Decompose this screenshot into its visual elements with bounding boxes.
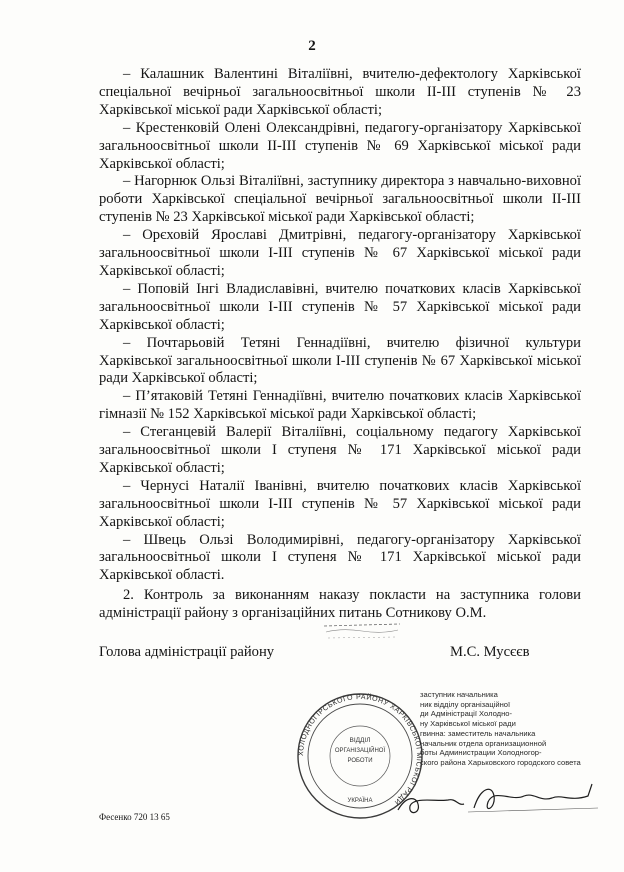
stamp-line: боты Администрации Холодногор-: [420, 748, 542, 758]
seal-ring-text: ХОЛОДНОГІРСЬКОГО РАЙОНУ ХАРКІВСЬКОЇ МІСЬКОЇ РАДИ: [297, 693, 423, 806]
stamp-line: начальник отдела организационной: [420, 738, 547, 748]
seal-center-line: РОБОТИ: [347, 758, 373, 764]
stamp-line: ского района Харьковского городского совета: [420, 757, 581, 767]
stamp-line: заступник начальника: [420, 690, 498, 699]
control-paragraph: 2. Контроль за виконанням наказу покласти на заступника голови адміністрації району з організаційних питань Сотникову О.М.: [99, 587, 581, 622]
signatory-name: М.С. Мусєєв: [450, 644, 530, 660]
round-seal-icon: [298, 692, 423, 818]
signature-mark: [322, 618, 402, 644]
stamp-line: ди Адміністрації Холодно-: [420, 709, 513, 719]
executor-line: Фесенко 720 13 65: [99, 812, 170, 822]
list-item: – Чернусі Наталії Іванівні, вчителю початкових класів Харківської загальноосвітньої школи І-ІІІ ступенів № 57 Харківської міської ради Харківської області;: [99, 477, 581, 530]
list-item: – Почтарьовій Тетяні Геннадіївні, вчителю фізичної культури Харківської загальноосвітньої школи І-ІІІ ступенів № 67 Харківської міської ради Харківської області;: [99, 334, 581, 387]
handwritten-signature-icon: [398, 799, 464, 813]
list-item: – Калашник Валентині Віталіївні, вчителю-дефектологу Харківської спеціальної вечірньої загальноосвітньої школи ІІ-ІІІ ступенів № 23 Харківської міської ради Харківської області;: [99, 66, 581, 118]
seal-bottom-line: УКРАЇНА: [347, 798, 373, 804]
certification-stamp: [420, 690, 581, 768]
list-item: – П’ятаковій Тетяні Геннадіївні, вчителю початкових класів Харківської гімназії № 152 Харківської міської ради Харківської області;: [99, 388, 581, 423]
signatory-title: Голова адміністрації району: [99, 644, 275, 660]
order-body: [99, 66, 581, 623]
list-item: – Поповій Інгі Владиславівні, вчителю початкових класів Харківської загальноосвітньої школи І-ІІІ ступенів № 57 Харківської міської ради Харківської області;: [99, 280, 581, 333]
seal-center-line: ВІДДІЛ: [349, 737, 371, 744]
list-item: – Нагорнюк Ользі Віталіївні, заступнику директора з навчально-виховної роботи Харківської спеціальної вечірньої загальноосвітньої школи ІІ-ІІІ ступенів № 23 Харківської міської ради Харківської області;: [99, 173, 581, 226]
handwritten-signature-icon: [474, 784, 592, 809]
stamp-line: ник відділу організаційної: [420, 699, 511, 709]
stamp-line: гвинна: заместитель начальника: [420, 728, 536, 738]
seal-center-line: ОРГАНІЗАЦІЙНОЇ: [334, 748, 386, 754]
page-number: 2: [308, 38, 316, 54]
list-item: – Крестенковій Олені Олександрівні, педагогу-організатору Харківської загальноосвітньої школи ІІ-ІІІ ступенів № 69 Харківської міської ради Харківської області;: [99, 119, 581, 172]
list-item: – Стеганцевій Валерії Віталіївні, соціальному педагогу Харківської загальноосвітньої школи І ступеня № 171 Харківської міської ради Харківської області;: [99, 424, 581, 476]
list-item: – Орєховій Ярославі Дмитрівні, педагогу-організатору Харківської загальноосвітньої школи І-ІІІ ступенів № 67 Харківської міської ради Харківської області;: [99, 227, 581, 279]
stamp-line: ну Харківської міської ради: [420, 719, 516, 729]
list-item: – Швець Ользі Володимирівні, педагогу-організатору Харківської загальноосвітньої школи І ступеня № 171 Харківської міської ради Харківської області.: [99, 531, 581, 584]
